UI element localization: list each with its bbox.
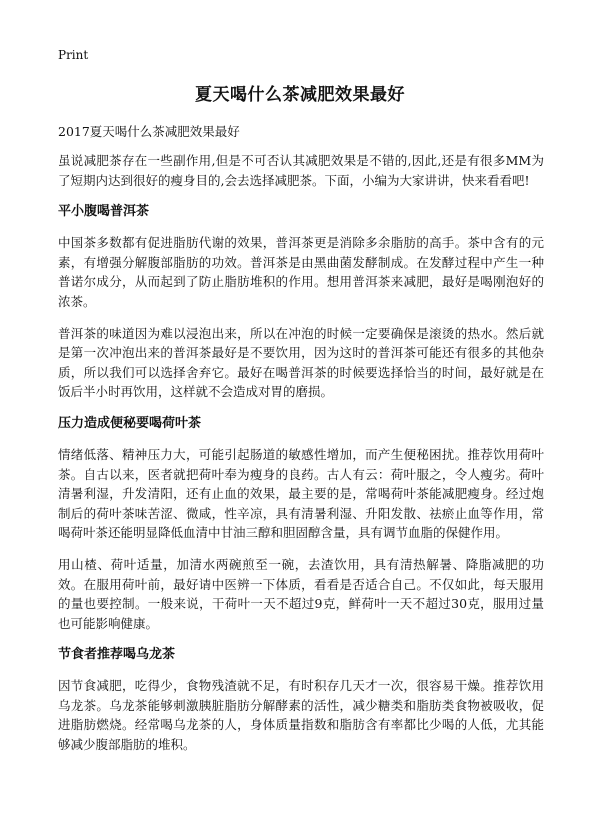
article-subtitle: 2017夏天喝什么茶减肥效果最好 bbox=[58, 124, 240, 139]
print-link[interactable]: Print bbox=[58, 48, 89, 62]
section-paragraph: 因节食减肥，吃得少，食物残渣就不足，有时积存几天才一次，很容易干燥。推荐饮用乌龙茶。乌龙茶能够刺激胰脏脂肪分解酵素的活性，减少糖类和脂肪类食物被吸收，促进脂肪燃烧。经常喝乌龙茶的人，身体质量指数和脂肪含有率都比少喝的人低，尤其能够减少腹部脂肪的堆积。 bbox=[58, 678, 544, 753]
section-paragraph: 用山楂、荷叶适量，加清水两碗煎至一碗，去渣饮用，具有清热解暑、降脂减肥的功效。在服用荷叶前，最好请中医辨一下体质，看看是否适合自己。不仅如此，每天服用的量也要控制。一般来说，干荷叶一天不超过9克，鲜荷叶一天不超过30克，服用过量也可能影响健康。 bbox=[58, 556, 544, 631]
intro-paragraph: 虽说减肥茶存在一些副作用,但是不可否认其减肥效果是不错的,因此,还是有很多MM为了短期内达到很好的瘦身目的,会去选择减肥茶。下面，小编为大家讲讲，快来看看吧! bbox=[58, 153, 544, 188]
section-paragraph: 情绪低落、精神压力大，可能引起肠道的敏感性增加，而产生便秘困扰。推荐饮用荷叶茶。自古以来，医者就把荷叶奉为瘦身的良药。古人有云：荷叶服之，令人瘦劣。荷叶清暑利湿，升发清阳，还有止血的效果，最主要的是，常喝荷叶茶能减肥瘦身。经过炮制后的荷叶茶味苦涩、微咸，性辛凉，具有清暑利湿、升阳发散、祛瘀止血等作用，常喝荷叶茶还能明显降低血清中甘油三醇和胆固醇含量，具有调节血脂的保健作用。 bbox=[58, 446, 544, 541]
section-heading-oolong: 节食者推荐喝乌龙茶 bbox=[58, 647, 176, 663]
section-heading-lotus-leaf: 压力造成便秘要喝荷叶茶 bbox=[58, 415, 202, 431]
page-title: 夏天喝什么茶减肥效果最好 bbox=[195, 85, 405, 105]
section-paragraph: 中国茶多数都有促进脂肪代谢的效果，普洱茶更是消除多余脂肪的高手。茶中含有的元素，有增强分解腹部脂肪的功效。普洱茶是由黑曲菌发酵制成。在发酵过程中产生一种普诺尔成分，从而起到了防止脂肪堆积的作用。想用普洱茶来减肥，最好是喝刚泡好的浓茶。 bbox=[58, 235, 544, 309]
article-body bbox=[58, 151, 544, 767]
section-heading-puer: 平小腹喝普洱茶 bbox=[58, 204, 150, 220]
section-paragraph: 普洱茶的味道因为难以浸泡出来，所以在冲泡的时候一定要确保是滚烫的热水。然后就是第一次冲泡出来的普洱茶最好是不要饮用，因为这时的普洱茶可能还有很多的其他杂质，所以我们可以选择舍弃它。最好在喝普洱茶的时候要选择恰当的时间，最好就是在饭后半小时再饮用，这样就不会造成对胃的磨损。 bbox=[58, 325, 544, 400]
